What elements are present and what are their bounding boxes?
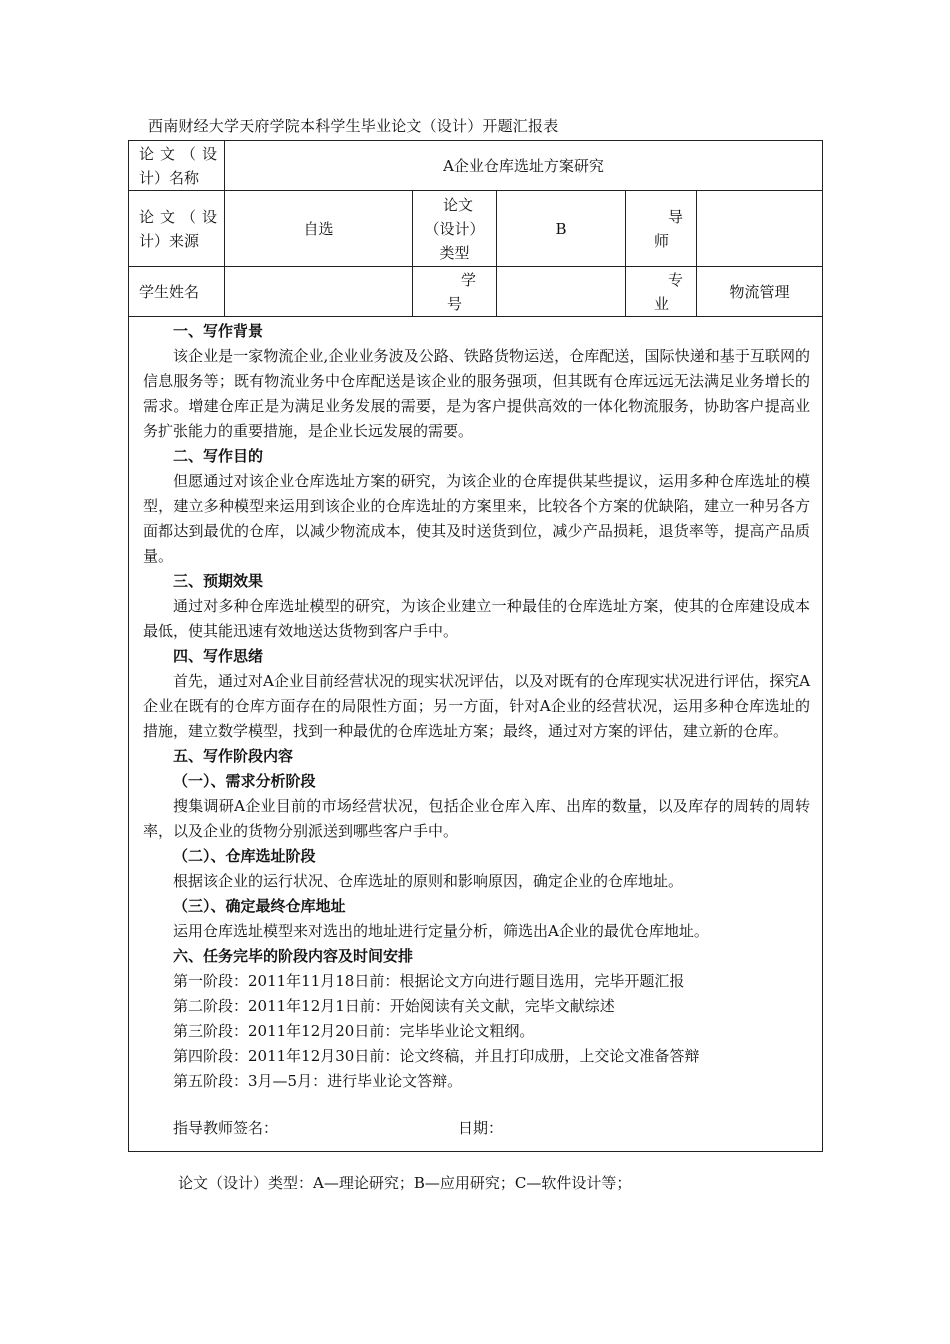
type-label: 论文 （设计） 类型 <box>413 191 497 267</box>
schedule-item: 第一阶段：2011年11月18日前：根据论文方向进行题目选用，完毕开题汇报 <box>173 972 685 990</box>
section-approach-text: 首先，通过对A企业目前经营状况的现实状况评估，以及对既有的仓库现实状况进行评估，探究A企业在既有的仓库方面存在的局限性方面；另一方面，针对A企业的经营状况，运用多种仓库选址的措施，建立数学模型，找到一种最优的仓库选址方案；最终，通过对方案的评估，建立新的仓库。 <box>143 672 811 740</box>
section-approach-title: 四、写作思绪 <box>173 647 264 665</box>
student-name-value <box>225 267 413 317</box>
proposal-form-table <box>128 140 823 1152</box>
content-row <box>129 317 823 1152</box>
student-id-label: 学 号 <box>413 267 497 317</box>
stage-1-text: 搜集调研A企业目前的市场经营状况，包括企业仓库入库、出库的数量，以及库存的周转的周转率，以及企业的货物分别派送到哪些客户手中。 <box>143 797 811 840</box>
thesis-name-label: 论文（设 计）名称 <box>129 141 225 191</box>
date-label: 日期： <box>458 1119 504 1137</box>
major-label: 专 业 <box>626 267 697 317</box>
source-row <box>129 191 823 267</box>
student-name-label: 学生姓名 <box>129 267 225 317</box>
schedule-item: 第四阶段：2011年12月30日前：论文终稿，并且打印成册，上交论文准备答辩 <box>173 1047 700 1065</box>
source-value: 自选 <box>225 191 413 267</box>
section-schedule-title: 六、任务完毕的阶段内容及时间安排 <box>173 947 414 965</box>
student-row <box>129 267 823 317</box>
section-stages-title: 五、写作阶段内容 <box>173 747 294 765</box>
stage-2-title: （二）、仓库选址阶段 <box>173 847 316 865</box>
signature-line <box>143 1116 810 1141</box>
stage-1-title: （一）、需求分析阶段 <box>173 772 316 790</box>
section-background-title: 一、写作背景 <box>173 322 264 340</box>
major-value: 物流管理 <box>697 267 823 317</box>
stage-3-text: 运用仓库选址模型来对选出的地址进行定量分析，筛选出A企业的最优仓库地址。 <box>173 922 709 940</box>
schedule-item: 第二阶段：2011年12月1日前：开始阅读有关文献，完毕文献综述 <box>173 997 615 1015</box>
type-footnote: 论文（设计）类型：A—理论研究；B—应用研究；C—软件设计等； <box>178 1174 632 1192</box>
student-id-value <box>497 267 626 317</box>
section-expected-text: 通过对多种仓库选址模型的研究，为该企业建立一种最佳的仓库选址方案，使其的仓库建设成本最低，使其能迅速有效地送达货物到客户手中。 <box>143 597 811 640</box>
section-background-text: 该企业是一家物流企业,企业业务波及公路、铁路货物运送，仓库配送，国际快递和基于互联网的信息服务等；既有物流业务中仓库配送是该企业的服务强项，但其既有仓库远远无法满足业务增长的需求。增建仓库正是为满足业务发展的需要，是为客户提供高效的一体化物流服务，协助客户提高业务扩张能力的重要措施，是企业长远发展的需要。 <box>143 347 811 440</box>
schedule-item: 第五阶段：3月—5月：进行毕业论文答辩。 <box>173 1072 463 1090</box>
advisor-signature-label: 指导教师签名： <box>173 1119 279 1137</box>
page-title: 西南财经大学天府学院本科学生毕业论文（设计）开题汇报表 <box>148 117 559 135</box>
stage-3-title: （三）、确定最终仓库地址 <box>173 897 346 915</box>
thesis-name-value: A企业仓库选址方案研究 <box>225 141 823 191</box>
advisor-value <box>697 191 823 267</box>
advisor-label: 导 师 <box>626 191 697 267</box>
proposal-content <box>129 317 823 1152</box>
schedule-item: 第三阶段：2011年12月20日前：完毕毕业论文粗纲。 <box>173 1022 535 1040</box>
thesis-name-row <box>129 141 823 191</box>
section-purpose-text: 但愿通过对该企业仓库选址方案的研究，为该企业的仓库提供某些提议，运用多种仓库选址的模型，建立多种模型来运用到该企业的仓库选址的方案里来，比较各个方案的优缺陷，建立一种另各方面都达到最优的仓库，以减少物流成本，使其及时送货到位，减少产品损耗，退货率等，提高产品质量。 <box>143 472 811 565</box>
source-label: 论文（设 计）来源 <box>129 191 225 267</box>
section-purpose-title: 二、写作目的 <box>173 447 264 465</box>
stage-2-text: 根据该企业的运行状况、仓库选址的原则和影响原因，确定企业的仓库地址。 <box>173 872 684 890</box>
section-expected-title: 三、预期效果 <box>173 572 264 590</box>
type-value: B <box>497 191 626 267</box>
